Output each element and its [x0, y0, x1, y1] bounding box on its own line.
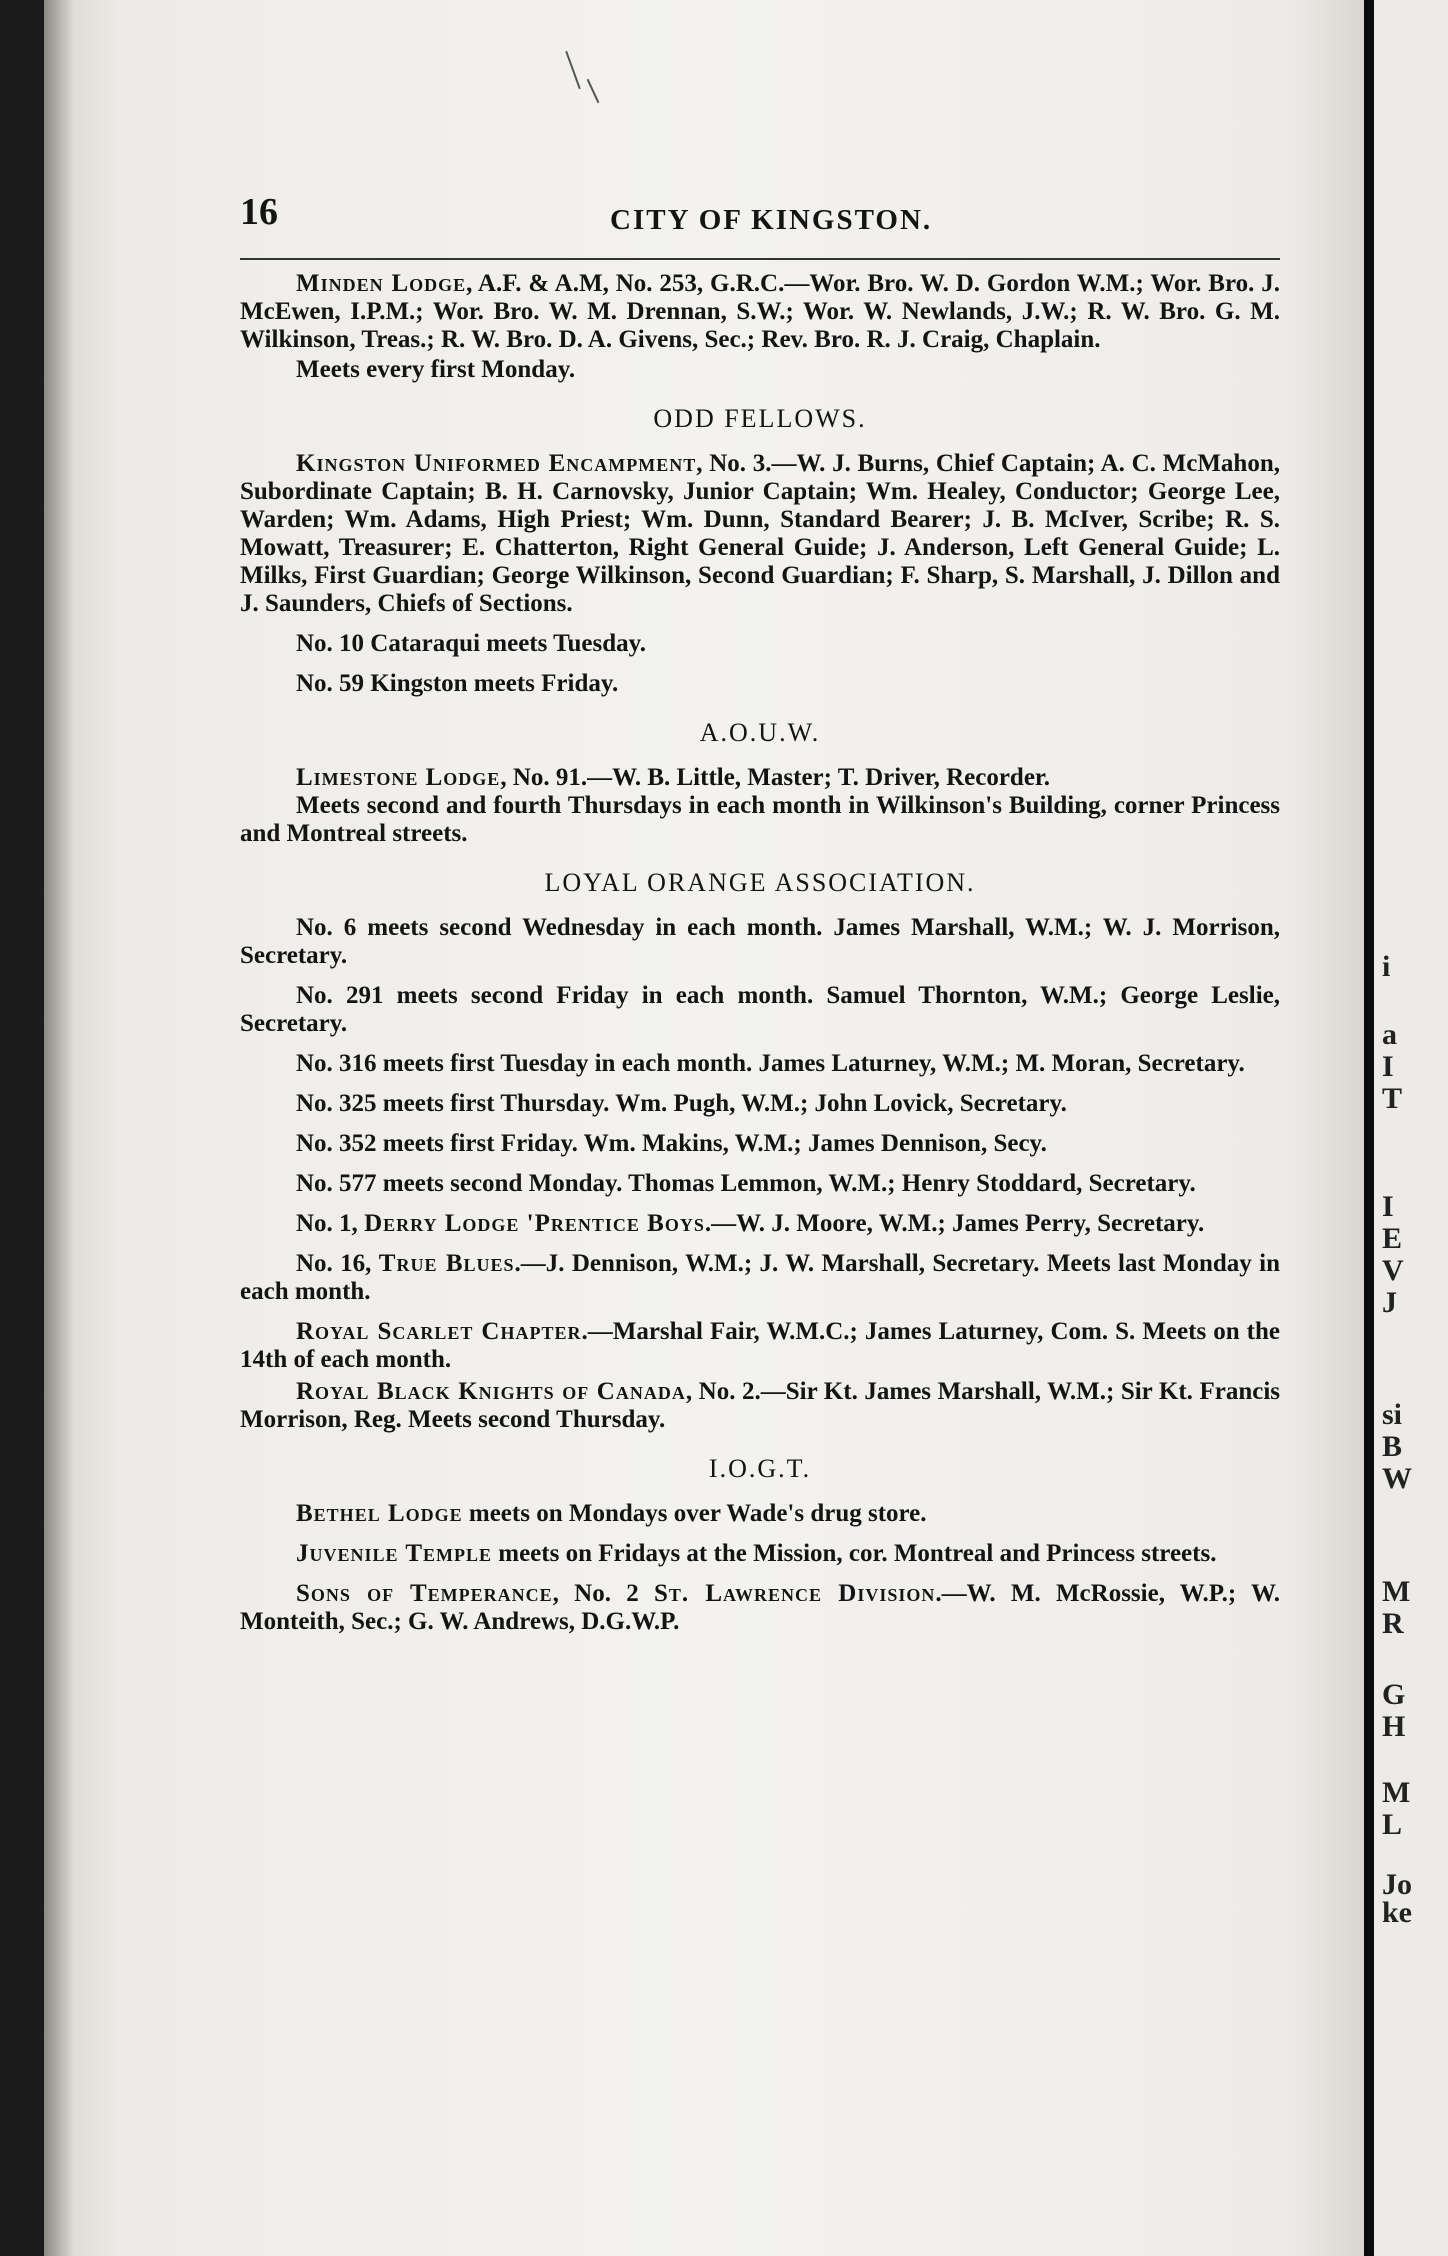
orange-lodge-entry: No. 291 meets second Friday in each month. Samuel Thornton, W.M.; George Leslie, Secretary. [240, 982, 1280, 1037]
section-heading-iogt: I.O.G.T. [708, 1454, 812, 1483]
page-divider [1364, 0, 1374, 2256]
minden-lodge-entry [240, 270, 1280, 354]
header-rule [240, 258, 1280, 260]
bethel-lodge-entry [240, 1500, 1280, 1528]
next-page-fragment: I [1382, 1050, 1394, 1083]
orange-lodge-entry: No. 6 meets second Wednesday in each month. James Marshall, W.M.; W. J. Morrison, Secretary. [240, 914, 1280, 969]
entry-text: .—Marshal Fair, W.M.C.; James Laturney, Com. S. Meets on the 14th of each month. [240, 1318, 1280, 1373]
lodge-name: Royal Scarlet Chapter [296, 1318, 582, 1345]
limestone-lodge-entry [240, 764, 1280, 792]
lodge-name: Sons of Temperance [296, 1580, 553, 1607]
minden-meets: Meets every first Monday. [296, 356, 576, 383]
entry-prefix: No. 1, [296, 1210, 365, 1237]
entry-text: , No. 3.—W. J. Burns, Chief Captain; A. C. McMahon, Subordinate Captain; B. H. Carnovsky, Junior Captain; Wm. Healey, Conductor; George Lee, Warden; Wm. Adams, High Priest; Wm. Dunn, Standard Bearer; J. B. McIver, Scribe; R. S. Mowatt, Treasurer; E. Chatterton, Right General Guide; J. Anderson, Left General Guide; L. Milks, First Guardian; George Wilkinson, Second Guardian; F. Sharp, S. Marshall, J. Dillon and J. Saunders, Chiefs of Sections. [240, 450, 1280, 617]
entry-text: , No. 91.—W. B. Little, Master; T. Driver, Recorder. [500, 764, 1050, 791]
page-header [240, 190, 1280, 250]
orange-lodge-entry: No. 577 meets second Monday. Thomas Lemmon, W.M.; Henry Stoddard, Secretary. [296, 1170, 1196, 1197]
next-page-fragment: W [1382, 1462, 1412, 1495]
next-page-fragment: M [1382, 1575, 1411, 1608]
next-page-fragment: E [1382, 1222, 1403, 1255]
section-heading-odd-fellows: ODD FELLOWS. [653, 404, 867, 433]
next-page-fragment: ke [1382, 1896, 1412, 1929]
section-heading-aouw: A.O.U.W. [699, 718, 821, 747]
lodge-name: Derry Lodge 'Prentice Boys [364, 1210, 705, 1237]
page-content [240, 190, 1280, 1648]
sons-of-temperance-entry [240, 1580, 1280, 1636]
next-page-fragment: L [1382, 1808, 1403, 1841]
running-title: CITY OF KINGSTON. [610, 204, 933, 236]
orange-lodge-entry: No. 316 meets first Tuesday in each month. James Laturney, W.M.; M. Moran, Secretary. [296, 1050, 1245, 1077]
next-page-fragment: J [1382, 1286, 1397, 1319]
scarlet-chapter-entry [240, 1318, 1280, 1374]
next-page-fragment: T [1382, 1082, 1403, 1115]
division-name: St. Lawrence Division [653, 1580, 936, 1607]
limestone-meets: Meets second and fourth Thursdays in each month in Wilkinson's Building, corner Princess and Montreal streets. [240, 792, 1280, 847]
entry-text: .—W. J. Moore, W.M.; James Perry, Secretary. [704, 1210, 1205, 1237]
black-knights-entry [240, 1378, 1280, 1434]
derry-lodge-entry [240, 1210, 1280, 1238]
entry-text: , A.F. & A.M, No. 253, G.R.C.—Wor. Bro. W. D. Gordon W.M.; Wor. Bro. J. McEwen, I.P.M.; Wor. Bro. W. M. Drennan, S.W.; Wor. W. Newlands, J.W.; R. W. Bro. G. M. Wilkinson, Treas.; R. W. Bro. D. A. Givens, Sec.; Rev. Bro. R. J. Craig, Chaplain. [240, 270, 1280, 353]
next-page-fragment: H [1382, 1710, 1406, 1743]
next-page-fragment: si [1382, 1398, 1403, 1431]
entry-text: .—W. M. McRossie, W.P.; W. Monteith, Sec.; G. W. Andrews, D.G.W.P. [240, 1580, 1280, 1635]
next-page-fragment: M [1382, 1776, 1411, 1809]
gutter-shadow [44, 0, 74, 2256]
page-number: 16 [240, 191, 278, 233]
lodge-name: True Blues [378, 1250, 515, 1277]
section-heading-orange: LOYAL ORANGE ASSOCIATION. [544, 868, 976, 897]
orange-lodge-entry: No. 352 meets first Friday. Wm. Makins, W.M.; James Dennison, Secy. [296, 1130, 1047, 1157]
adjacent-page-edge [1374, 0, 1448, 2256]
odd-fellows-line: No. 10 Cataraqui meets Tuesday. [296, 630, 647, 657]
juvenile-temple-entry [240, 1540, 1280, 1568]
lodge-name: Bethel Lodge [296, 1500, 463, 1527]
entry-text: .—J. Dennison, W.M.; J. W. Marshall, Secretary. Meets last Monday in each month. [240, 1250, 1280, 1305]
odd-fellows-line: No. 59 Kingston meets Friday. [296, 670, 619, 697]
next-page-fragment: G [1382, 1678, 1406, 1711]
entry-text: , No. 2.—Sir Kt. James Marshall, W.M.; Sir Kt. Francis Morrison, Reg. Meets second Thursday. [240, 1378, 1280, 1433]
next-page-fragment: a [1382, 1018, 1397, 1051]
next-page-fragment: i [1382, 950, 1391, 983]
lodge-name: Juvenile Temple [296, 1540, 492, 1567]
entry-text: meets on Fridays at the Mission, cor. Montreal and Princess streets. [492, 1540, 1217, 1567]
encampment-entry [240, 450, 1280, 618]
next-page-fragment: B [1382, 1430, 1403, 1463]
true-blues-entry [240, 1250, 1280, 1306]
next-page-fragment: Jo [1382, 1868, 1412, 1901]
lodge-name: Minden Lodge [296, 270, 467, 297]
entry-text: , No. 2 [552, 1580, 654, 1607]
lodge-name: Limestone Lodge [296, 764, 501, 791]
next-page-fragment: V [1382, 1254, 1404, 1287]
entry-prefix: No. 16, [296, 1250, 379, 1277]
next-page-fragment: I [1382, 1190, 1394, 1223]
lodge-name: Royal Black Knights of Canada [296, 1378, 686, 1405]
lodge-name: Kingston Uniformed Encampment [296, 450, 697, 477]
next-page-fragment: R [1382, 1607, 1404, 1640]
entry-text: meets on Mondays over Wade's drug store. [462, 1500, 927, 1527]
orange-lodge-entry: No. 325 meets first Thursday. Wm. Pugh, W.M.; John Lovick, Secretary. [296, 1090, 1067, 1117]
